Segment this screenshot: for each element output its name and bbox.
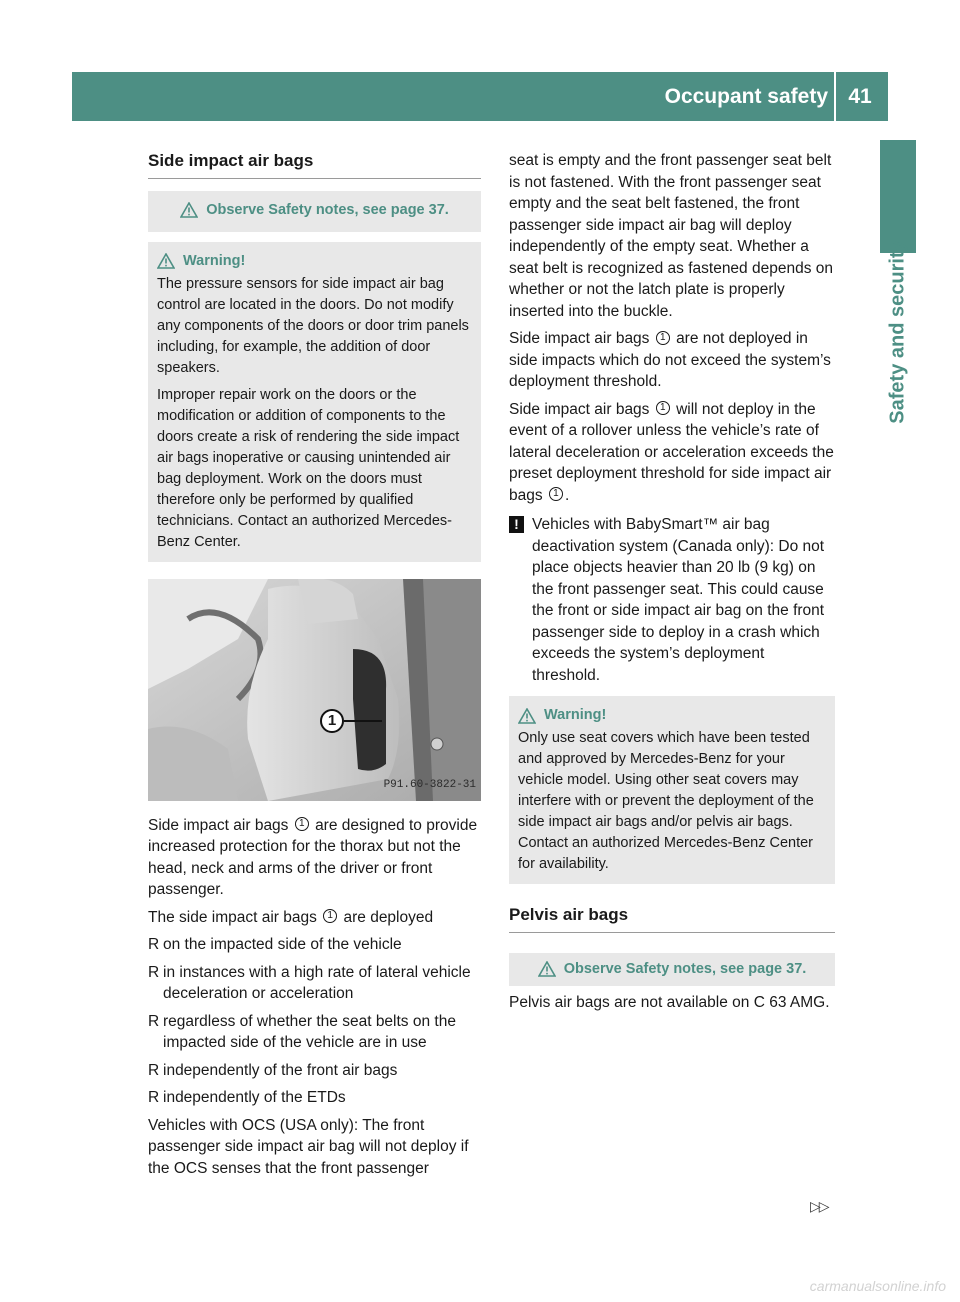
- circled-ref-1: 1: [549, 487, 563, 501]
- list-item-text: independently of the ETDs: [163, 1089, 346, 1106]
- warning-paragraph: The pressure sensors for side impact air bag control are located in the doors. Do not modify any components of the doors or door trim panels including, for example, the addition of door speakers.: [157, 275, 469, 376]
- heading-side-impact: Side impact air bags: [148, 150, 481, 179]
- observe-note: [148, 191, 481, 232]
- observe-note-title: [157, 200, 472, 221]
- warning-triangle-icon: [538, 961, 556, 977]
- page-number: 41: [848, 85, 872, 108]
- chapter-tab: [880, 140, 916, 253]
- chapter-label: [880, 240, 916, 424]
- text-run: Side impact air bags: [509, 330, 650, 347]
- circled-ref-1: 1: [656, 401, 670, 415]
- paragraph-deployed: [148, 907, 481, 929]
- text-run: .: [564, 486, 570, 504]
- caution-note: [509, 514, 835, 686]
- paragraph-pelvis: Pelvis air bags are not available on C 63 AMG.: [509, 993, 830, 1011]
- text-run: are deployed: [343, 908, 434, 926]
- bullet-mark: R: [148, 1089, 160, 1106]
- bullet-mark: R: [148, 1061, 160, 1079]
- caution-note-text: Vehicles with BabySmart™ air bag deactivation system (Canada only): Do not place objects heavier than 20 lb (9 kg) on the front passenger seat. This could cause the front or side impact air bag on the front passenger side to deploy in a crash which exceeds the system’s deployment threshold.: [532, 516, 825, 684]
- section-title: Occupant safety: [664, 85, 828, 108]
- circled-ref-1: 1: [323, 909, 337, 923]
- warning-triangle-icon: [180, 202, 198, 218]
- observe-note-text: Observe Safety notes, see page 37.: [206, 201, 449, 218]
- paragraph-continued: seat is empty and the front passenger seat belt is not fastened. With the front passenger seat empty and the seat belt fastened, the front passenger side impact air bag will deploy independently of the empty seat. Whether a seat belt is recognized as fastened depends on whether or not the latch plate is properly inserted into the buckle.: [509, 152, 834, 320]
- text-run: are not deployed in side impacts which do not exceed the system’s deployment threshold.: [509, 330, 831, 390]
- text-run: will not deploy in the event of a rollover unless the vehicle’s rate of lateral deceleration or acceleration exceeds the preset deployment threshold for side impact air bags: [509, 400, 834, 504]
- exclamation-icon: !: [509, 516, 524, 533]
- seat-airbag-photo: [148, 579, 481, 801]
- left-column: [148, 150, 481, 1185]
- bullet-mark: R: [148, 963, 160, 981]
- text-run: Side impact air bags: [148, 816, 289, 834]
- warning-title-text: Warning!: [544, 707, 607, 723]
- chapter-label-text: Safety and security: [886, 240, 909, 424]
- circled-ref-1: 1: [656, 331, 670, 345]
- paragraph-not-deployed: [509, 328, 835, 393]
- warning-title: [518, 705, 826, 726]
- list-item: [148, 962, 481, 1005]
- text-run: are designed to provide increased protection for the thorax but not the head, neck and arms of the driver or front passenger.: [148, 816, 478, 898]
- heading-pelvis: Pelvis air bags: [509, 904, 835, 933]
- list-item-text: independently of the front air bags: [163, 1061, 398, 1079]
- circled-ref-1: 1: [295, 817, 309, 831]
- paragraph-designed: [148, 815, 481, 901]
- right-column: [509, 150, 835, 1019]
- list-item-text: regardless of whether the seat belts on the impacted side of the vehicle are in use: [163, 1012, 456, 1051]
- callout-line: [344, 720, 382, 722]
- warning-box: [148, 242, 481, 562]
- bullet-mark: R: [148, 1012, 160, 1030]
- callout-1: 1: [320, 709, 344, 733]
- list-item-text: in instances with a high rate of lateral vehicle deceleration or acceleration: [163, 963, 471, 1002]
- warning-triangle-icon: [518, 708, 536, 724]
- warning-paragraph: Only use seat covers which have been tested and approved by Mercedes-Benz for your vehicle model. Using other seat covers may interfere with or prevent the deployment of the side impact air bags and/or pelvis air bags. Contact an authorized Mercedes-Benz Center for availability.: [518, 730, 814, 872]
- paragraph-rollover: [509, 399, 835, 507]
- figure-code: P91.60-3822-31: [383, 779, 476, 791]
- text-run: Side impact air bags: [509, 400, 650, 418]
- warning-title-text: Warning!: [183, 252, 246, 269]
- seat-illustration: [148, 579, 481, 801]
- bullet-mark: R: [148, 936, 160, 953]
- warning-triangle-icon: [157, 253, 175, 269]
- list-item: [148, 1087, 481, 1109]
- list-item-text: on the impacted side of the vehicle: [163, 936, 402, 953]
- text-run: The side impact air bags: [148, 908, 317, 926]
- warning-paragraph: Improper repair work on the doors or the modification or addition of components to the doors create a risk of rendering the side impact air bags inoperative or causing unintended air bag deployment. Work on the doors must therefore only be performed by qualified technicians. Contact an authorized Mercedes-Benz Center.: [157, 386, 460, 550]
- watermark: carmanualsonline.info: [809, 1278, 946, 1294]
- observe-note-title: [518, 959, 826, 980]
- observe-note-text: Observe Safety notes, see page 37.: [563, 960, 807, 977]
- warning-box: [509, 696, 835, 884]
- list-item: [148, 1060, 481, 1082]
- observe-note: [509, 953, 835, 986]
- list-item: [148, 934, 481, 956]
- paragraph-ocs: Vehicles with OCS (USA only): The front passenger side impact air bag will not deploy if the OCS senses that the front passenger: [148, 1116, 469, 1177]
- warning-title: [157, 251, 472, 272]
- list-item: [148, 1011, 481, 1054]
- header-divider: [834, 72, 836, 121]
- continue-arrow-icon: ▷▷: [810, 1198, 828, 1214]
